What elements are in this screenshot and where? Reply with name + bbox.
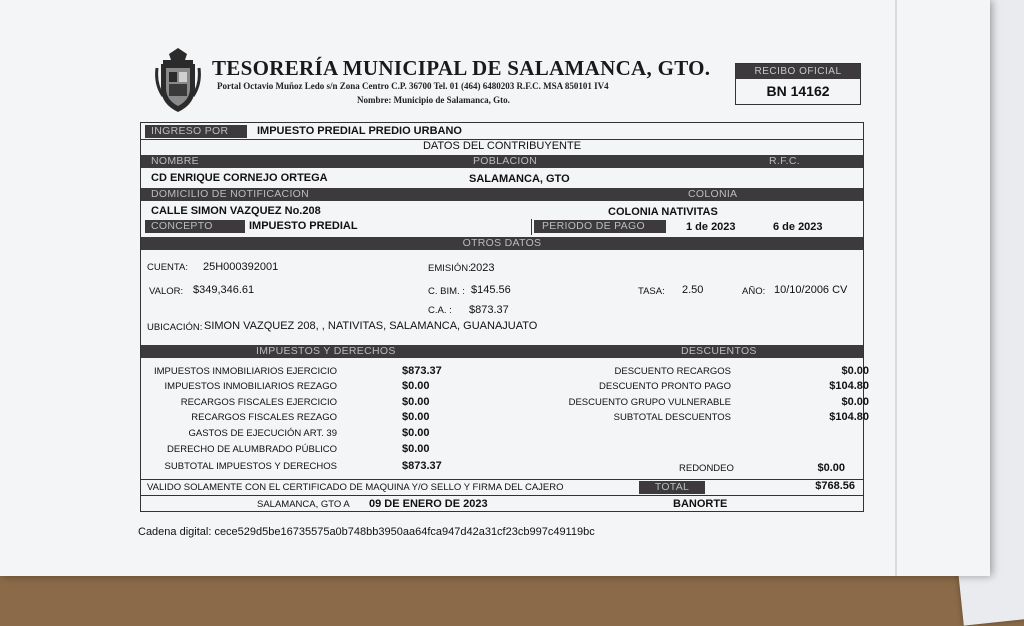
otros-datos-bar: OTROS DATOS <box>141 237 863 250</box>
impuesto-row-value: $0.00 <box>402 443 430 455</box>
impuesto-row-label: IMPUESTOS INMOBILIARIOS EJERCICIO <box>154 366 337 377</box>
impuesto-row-label: DERECHO DE ALUMBRADO PÚBLICO <box>167 444 337 455</box>
cbim-value: $145.56 <box>471 284 511 296</box>
ingreso-label: INGRESO POR <box>145 125 247 138</box>
contribuyente-colonia: COLONIA NATIVITAS <box>608 206 718 218</box>
emision-label: EMISIÓN: <box>428 263 471 274</box>
treasury-name-line: Nombre: Municipio de Salamanca, Gto. <box>357 95 510 105</box>
impuesto-row-value: $0.00 <box>402 427 430 439</box>
descuentos-section-title: DESCUENTOS <box>681 345 757 357</box>
banco-text: BANORTE <box>673 498 728 510</box>
nombre-label: NOMBRE <box>151 155 199 167</box>
contribuyente-nombre: CD ENRIQUE CORNEJO ORTEGA <box>151 172 328 184</box>
impuestos-section-title: IMPUESTOS Y DERECHOS <box>256 345 396 357</box>
treasury-address: Portal Octavio Muñoz Ledo s/n Zona Centro C.P. 36700 Tel. 01 (464) 6480203 R.F.C. MSA 850101 IV4 <box>217 81 609 91</box>
impuesto-row-value: $0.00 <box>402 411 430 423</box>
impuesto-row-label: SUBTOTAL IMPUESTOS Y DERECHOS <box>164 461 337 472</box>
ubicacion-value: SIMON VAZQUEZ 208, , NATIVITAS, SALAMANCA, GUANAJUATO <box>204 320 538 332</box>
total-value: $768.56 <box>815 480 855 492</box>
tasa-label: TASA: <box>638 286 665 297</box>
impuesto-row-label: GASTOS DE EJECUCIÓN ART. 39 <box>188 428 337 439</box>
contribuyente-domicilio: CALLE SIMON VAZQUEZ No.208 <box>151 205 321 217</box>
descuento-row-label: SUBTOTAL DESCUENTOS <box>613 412 731 423</box>
redondeo-label: REDONDEO <box>679 463 734 474</box>
impuesto-row-label: RECARGOS FISCALES EJERCICIO <box>180 397 337 408</box>
concepto-label: CONCEPTO <box>145 220 245 233</box>
impuesto-row-label: RECARGOS FISCALES REZAGO <box>191 412 337 423</box>
impuesto-row-value: $873.37 <box>402 460 442 472</box>
concepto-value: IMPUESTO PREDIAL <box>249 220 358 232</box>
receipt-form <box>140 122 869 512</box>
emision-value: 2023 <box>470 262 495 274</box>
contribuyente-poblacion: SALAMANCA, GTO <box>469 173 570 185</box>
descuento-row-value: $0.00 <box>841 396 869 408</box>
rfc-label: R.F.C. <box>769 155 800 167</box>
descuento-row-value: $104.80 <box>829 411 869 423</box>
impuesto-row-value: $873.37 <box>402 365 442 377</box>
contribuyente-section-title: DATOS DEL CONTRIBUYENTE <box>422 140 582 152</box>
domicilio-label: DOMICILIO DE NOTIFICACION <box>151 188 310 200</box>
colonia-label: COLONIA <box>688 188 738 200</box>
poblacion-label: POBLACION <box>473 155 537 167</box>
cuenta-label: CUENTA: <box>147 262 188 273</box>
impuesto-row-value: $0.00 <box>402 380 430 392</box>
descuento-row-label: DESCUENTO GRUPO VULNERABLE <box>568 397 731 408</box>
treasury-title: TESORERÍA MUNICIPAL DE SALAMANCA, GTO. <box>212 56 711 80</box>
periodo-inicio: 1 de 2023 <box>686 221 736 233</box>
anio-label: AÑO: <box>742 286 766 297</box>
fecha-text: 09 DE ENERO DE 2023 <box>369 498 488 510</box>
descuento-row-value: $104.80 <box>829 380 869 392</box>
cbim-label: C. BIM. : <box>428 286 465 297</box>
receipt-number: BN 14162 <box>766 83 830 99</box>
periodo-label: PERIODO DE PAGO <box>534 220 666 233</box>
periodo-fin: 6 de 2023 <box>773 221 823 233</box>
redondeo-value: $0.00 <box>817 462 845 474</box>
lugar-text: SALAMANCA, GTO A <box>257 499 350 510</box>
descuento-row-label: DESCUENTO RECARGOS <box>614 366 731 377</box>
official-receipt-box <box>735 63 861 105</box>
impuesto-row-value: $0.00 <box>402 396 430 408</box>
tasa-value: 2.50 <box>682 284 704 296</box>
cuenta-value: 25H000392001 <box>203 261 279 273</box>
ca-label: C.A. : <box>428 305 452 316</box>
ingreso-value: IMPUESTO PREDIAL PREDIO URBANO <box>257 125 462 137</box>
municipal-crest-logo <box>155 48 201 114</box>
ca-value: $873.37 <box>469 304 509 316</box>
receipt-label: RECIBO OFICIAL <box>736 64 860 79</box>
total-label: TOTAL <box>639 481 705 494</box>
anio-value: 10/10/2006 CV <box>774 284 848 296</box>
ubicacion-label: UBICACIÓN: <box>147 322 203 333</box>
valor-value: $349,346.61 <box>193 284 255 296</box>
descuento-row-label: DESCUENTO PRONTO PAGO <box>599 381 731 392</box>
impuesto-row-label: IMPUESTOS INMOBILIARIOS REZAGO <box>164 381 337 392</box>
validez-text: VALIDO SOLAMENTE CON EL CERTIFICADO DE MAQUINA Y/O SELLO Y FIRMA DEL CAJERO <box>147 482 564 493</box>
cadena-digital: Cadena digital: cece529d5be16735575a0b748bb3950aa64fca947d42a31cf23cb997c49119bc <box>138 526 595 538</box>
valor-label: VALOR: <box>149 286 184 297</box>
descuento-row-value: $0.00 <box>841 365 869 377</box>
